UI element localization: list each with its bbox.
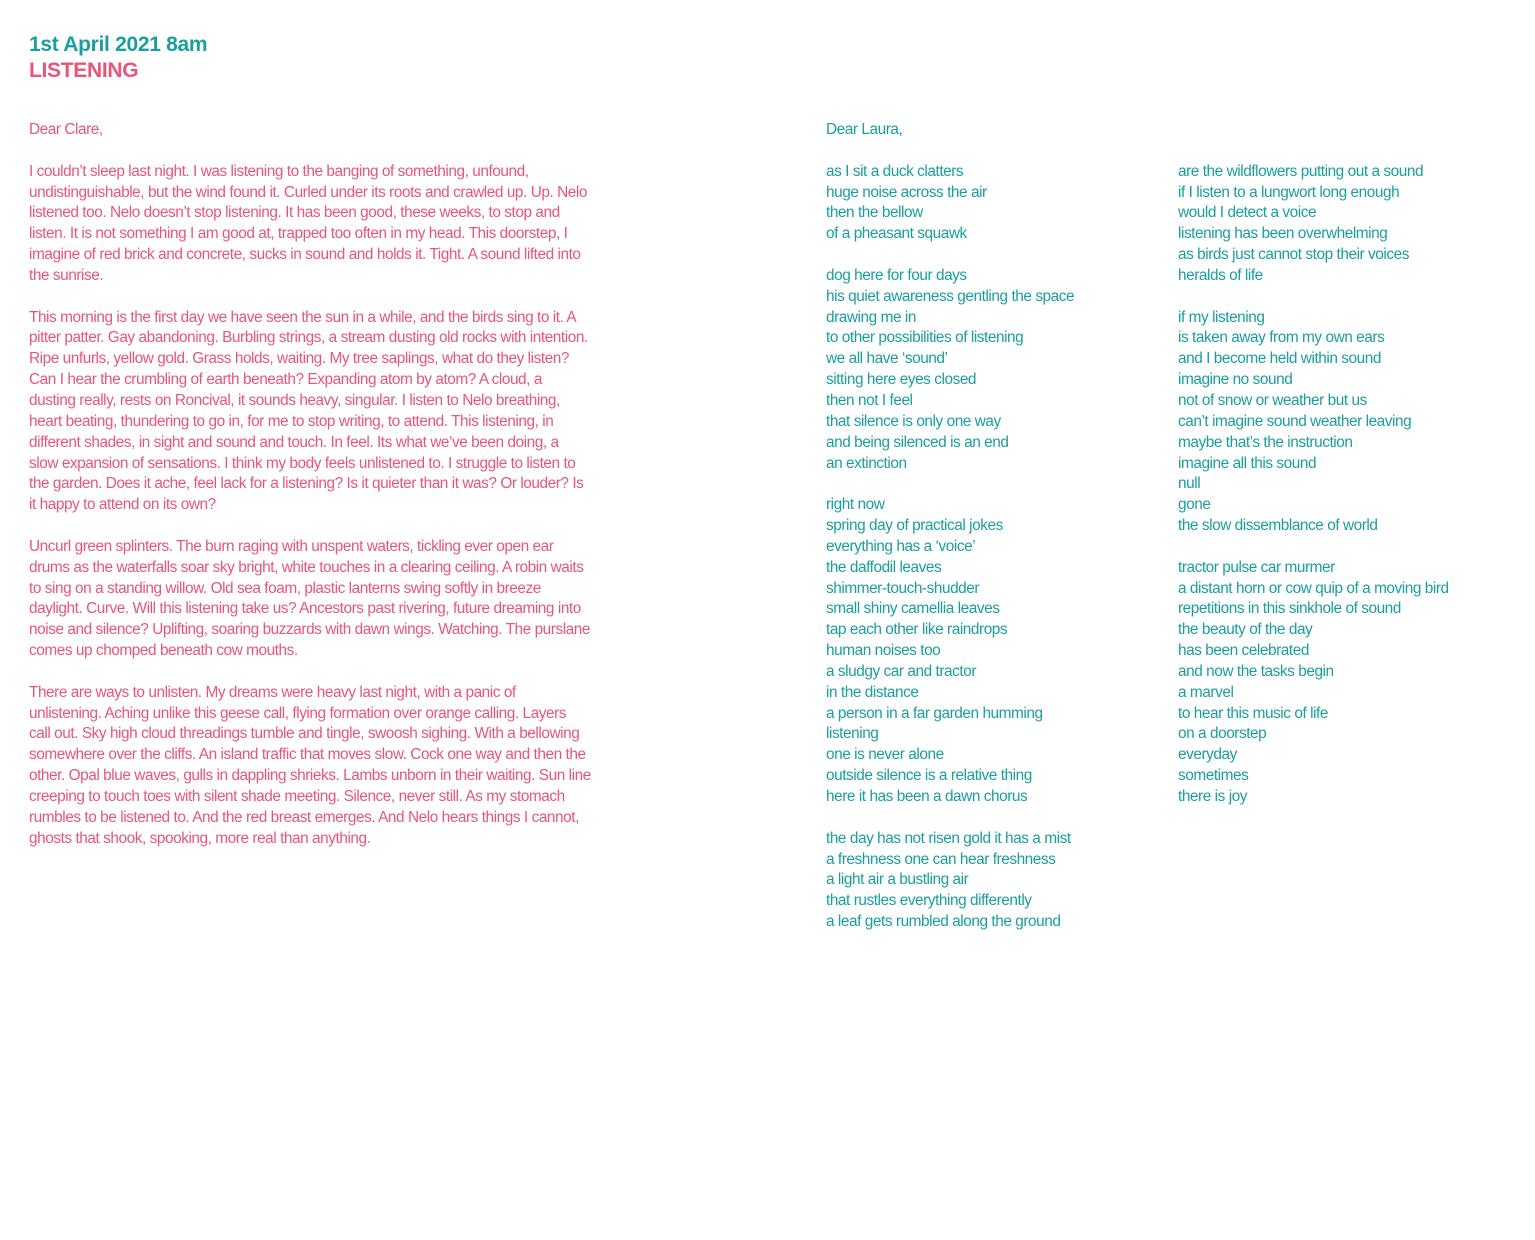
salutation-laura: Dear Laura, <box>826 121 903 138</box>
poem-line: an extinction <box>826 454 907 472</box>
poem-line: gone <box>1178 496 1211 514</box>
poem-line: to hear this music of life <box>1178 704 1328 722</box>
poem-line: everything has a ‘voice’ <box>826 537 976 555</box>
poem-line: a leaf gets rumbled along the ground <box>826 913 1061 931</box>
poem-line: that silence is only one way <box>826 412 1001 430</box>
poem-line: not of snow or weather but us <box>1178 391 1367 409</box>
poem-line: a marvel <box>1178 683 1234 701</box>
poem-line: huge noise across the air <box>826 183 987 201</box>
poem-line: a distant horn or cow quip of a moving bird <box>1178 579 1449 597</box>
poem-line: in the distance <box>826 683 919 701</box>
poem-line: one is never alone <box>826 746 944 764</box>
salutation-clare: Dear Clare, <box>29 121 103 138</box>
poem-line: outside silence is a relative thing <box>826 767 1032 785</box>
poem-stanza <box>826 495 1166 808</box>
poem-stanza <box>826 266 1166 474</box>
poem-line: the beauty of the day <box>1178 621 1313 639</box>
paragraph: This morning is the first day we have seen the sun in a while, and the birds sing to it. A pitter patter. Gay abandoning. Burbling strings, a stream dusting old rocks with intention. Ripe unfurls, yellow gold. Grass holds, waiting. My tree saplings, what do they listen? Can I hear the crumbling of earth beneath? Expanding atom by atom? A cloud, a dusting really, rests on Roncival, it sounds heavy, singular. I listen to Nelo breathing, heart beating, thundering to go in, for me to stop writing, to attend. This listening, in different shades, in sight and sound and touch. In feel. Its what we’ve been doing, a slow expansion of sensations. I think my body feels unlistened to. I struggle to listen to the garden. Does it ache, feel lack for a listening? Is it quieter than it was? Or louder? Is it happy to attend on its own? <box>29 308 588 514</box>
letter-to-clare <box>29 120 591 870</box>
poem-line: as I sit a duck clatters <box>826 162 964 180</box>
poem-line: on a doorstep <box>1178 725 1267 743</box>
poem-line: we all have ‘sound’ <box>826 350 948 368</box>
paragraph: I couldn’t sleep last night. I was listening to the banging of something, unfound, undistinguishable, but the wind found it. Curled under its roots and crawled up. Up. Nelo listened too. Nelo doesn’t stop listening. It has been good, these weeks, to stop and listen. It is not something I am good at, trapped too often in my head. This doorstep, I imagine of red brick and concrete, sucks in sound and holds it. Tight. A sound lifted into the sunrise. <box>29 162 587 284</box>
poem-line: shimmer-touch-shudder <box>826 579 980 597</box>
poem-line: would I detect a voice <box>1178 204 1317 222</box>
poem-line: if my listening <box>1178 308 1265 326</box>
poem-line: small shiny camellia leaves <box>826 600 1000 618</box>
poem-stanza <box>1178 558 1508 808</box>
poem-line: listening has been overwhelming <box>1178 225 1388 243</box>
poem-line: sometimes <box>1178 767 1249 785</box>
poem-stanza <box>826 162 1166 245</box>
poem-line: human noises too <box>826 642 941 660</box>
poem-column-1 <box>826 162 1166 954</box>
poem-line: dog here for four days <box>826 266 967 284</box>
poem-line: repetitions in this sinkhole of sound <box>1178 600 1401 618</box>
poem-line: a sludgy car and tractor <box>826 662 977 680</box>
poem-line: are the wildflowers putting out a sound <box>1178 162 1424 180</box>
poem-line: of a pheasant squawk <box>826 225 967 243</box>
poem-column-2 <box>1178 162 1508 829</box>
entry-date: 1st April 2021 8am <box>29 33 208 56</box>
poem-line: sitting here eyes closed <box>826 371 977 389</box>
poem-line: the slow dissemblance of world <box>1178 517 1378 535</box>
poem-line: as birds just cannot stop their voices <box>1178 246 1409 264</box>
poem-line: null <box>1178 475 1201 493</box>
letter-to-laura <box>826 120 1506 931</box>
poem-line: maybe that’s the instruction <box>1178 433 1353 451</box>
poem-line: imagine all this sound <box>1178 454 1317 472</box>
poem-line: tap each other like raindrops <box>826 621 1008 639</box>
poem-line: that rustles everything differently <box>826 892 1032 910</box>
poem-line: a person in a far garden humming <box>826 704 1043 722</box>
poem-line: here it has been a dawn chorus <box>826 788 1028 805</box>
paragraph: Uncurl green splinters. The burn raging with unspent waters, tickling ever open ear drums as the waterfalls soar sky bright, white touches in a clearing ceiling. A robin waits to sing on a standing willow. Old sea foam, plastic lanterns swing softly in breeze daylight. Curve. Will this listening take us? Ancestors past rivering, future dreaming into noise and silence? Uplifting, soaring buzzards with dawn wings. Watching. The purslane comes up chomped beneath cow mouths. <box>29 537 591 660</box>
paragraph: There are ways to unlisten. My dreams were heavy last night, with a panic of unlistening. Aching unlike this geese call, flying formation over orange calling. Layers call out. Sky high cloud threadings tumble and tingle, swoosh sighing. With a bellowing somewhere over the cliffs. An island traffic that moves slow. Cock one way and then the other. Opal blue waves, gulls in dappling shrieks. Lambs unborn in their waiting. Sun line creeping to touch toes with silent shade meeting. Silence, never still. As my stomach rumbles to be listened to. And the red breast emerges. And Nelo hears things I cannot, ghosts that shook, spooking, more real than anything. <box>29 683 591 847</box>
poem-stanza <box>1178 162 1508 287</box>
poem-line: drawing me in <box>826 308 916 326</box>
poem-line: right now <box>826 496 885 514</box>
poem-line: and now the tasks begin <box>1178 662 1334 680</box>
poem-line: the day has not risen gold it has a mist <box>826 829 1071 847</box>
poem-line: if I listen to a lungwort long enough <box>1178 183 1400 201</box>
poem-line: then not I feel <box>826 391 913 409</box>
poem-line: everyday <box>1178 746 1237 764</box>
poem-line: a light air a bustling air <box>826 871 969 889</box>
poem-line: imagine no sound <box>1178 371 1293 389</box>
poem-line: to other possibilities of listening <box>826 329 1024 347</box>
poem-stanza <box>1178 308 1508 537</box>
poem-line: tractor pulse car murmer <box>1178 558 1335 576</box>
poem-line: listening <box>826 725 879 743</box>
poem-line: the daffodil leaves <box>826 558 942 576</box>
page-header <box>29 32 207 84</box>
poem-line: then the bellow <box>826 204 923 222</box>
poem-line: is taken away from my own ears <box>1178 329 1385 347</box>
poem-line: has been celebrated <box>1178 642 1309 660</box>
page-title: LISTENING <box>29 59 139 82</box>
poem-line: a freshness one can hear freshness <box>826 850 1056 868</box>
poem-line: heralds of life <box>1178 266 1263 284</box>
poem-line: and I become held within sound <box>1178 350 1381 368</box>
poem-line: there is joy <box>1178 788 1248 805</box>
poem-line: can’t imagine sound weather leaving <box>1178 412 1412 430</box>
poem-stanza <box>826 829 1166 933</box>
poem-line: spring day of practical jokes <box>826 517 1003 535</box>
poem-line: and being silenced is an end <box>826 433 1009 451</box>
poem-line: his quiet awareness gentling the space <box>826 287 1075 305</box>
